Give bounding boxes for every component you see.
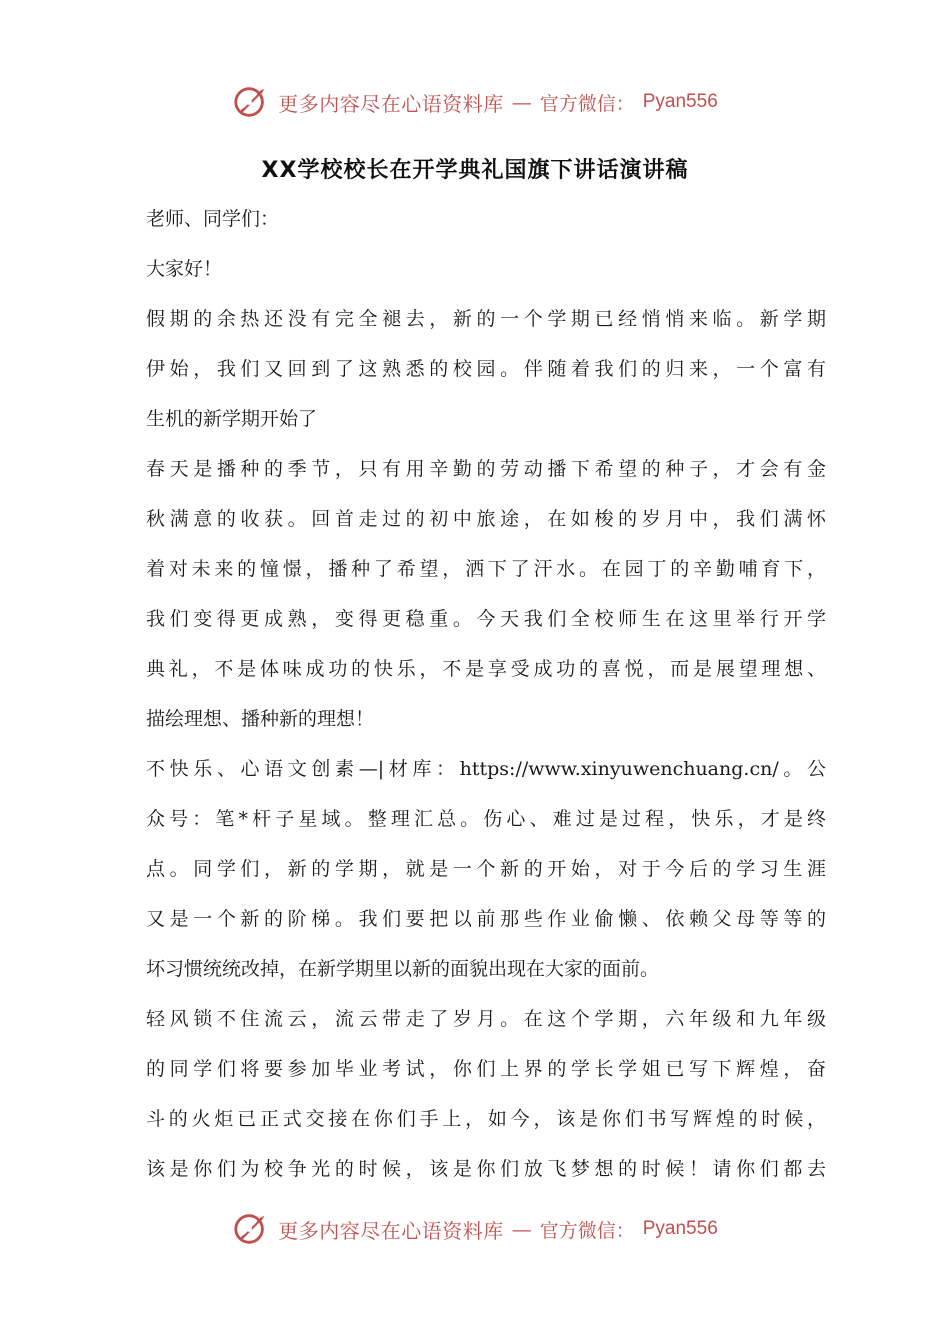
footer-banner <box>0 1207 950 1251</box>
body-line: 假期的余热还没有完全褪去，新的一个学期已经悄悄来临。新学期 <box>146 308 826 330</box>
body-line: 众号：笔*杆子星域。整理汇总。伤心、难过是过程，快乐，才是终 <box>146 808 826 830</box>
body-line: 典礼，不是体味成功的快乐，不是享受成功的喜悦，而是展望理想、 <box>146 658 826 680</box>
body-line: 春天是播种的季节，只有用辛勤的劳动播下希望的种子，才会有金 <box>146 458 826 480</box>
body-line: 描绘理想、播种新的理想！ <box>146 708 375 730</box>
banner-separator: — <box>511 90 532 114</box>
banner-title: 更多内容尽在心语资料库 <box>278 1218 504 1243</box>
body-line: 该是你们为校争光的时候，该是你们放飞梦想的时候！请你们都去 <box>146 1158 826 1180</box>
body-line: 的同学们将要参加毕业考试，你们上界的学长学姐已写下辉煌，奋 <box>146 1058 826 1080</box>
body-line: 我们变得更成熟，变得更稳重。今天我们全校师生在这里举行开学 <box>146 608 826 630</box>
body-line: 着对未来的憧憬，播种了希望，洒下了汗水。在园丁的辛勤哺育下， <box>146 558 826 580</box>
quill-pen-logo-icon <box>232 83 270 121</box>
banner-title: 更多内容尽在心语资料库 <box>278 91 504 116</box>
banner-contact-id: Pyan556 <box>642 91 718 112</box>
banner-separator: — <box>511 1217 532 1241</box>
document-body <box>146 194 826 1194</box>
banner-contact-label: 官方微信： <box>539 1219 635 1242</box>
body-line: 坏习惯统统改掉，在新学期里以新的面貌出现在大家的面前。 <box>146 958 660 980</box>
banner-contact-id: Pyan556 <box>642 1218 718 1239</box>
quill-pen-logo-icon <box>232 1210 270 1248</box>
body-line: 斗的火炬已正式交接在你们手上，如今，该是你们书写辉煌的时候， <box>146 1108 826 1130</box>
body-line: 大家好！ <box>146 258 223 280</box>
banner-contact-label: 官方微信： <box>539 92 635 115</box>
body-line: 点。同学们，新的学期，就是一个新的开始，对于今后的学习生涯 <box>146 858 826 880</box>
body-line: 又是一个新的阶梯。我们要把以前那些作业偷懒、依赖父母等等的 <box>146 908 826 930</box>
body-line: 轻风锁不住流云，流云带走了岁月。在这个学期，六年级和九年级 <box>146 1008 826 1030</box>
document-title: XX学校校长在开学典礼国旗下讲话演讲稿 <box>261 158 689 183</box>
body-line: 秋满意的收获。回首走过的初中旅途，在如梭的岁月中，我们满怀 <box>146 508 826 530</box>
body-line: 伊始，我们又回到了这熟悉的校园。伴随着我们的归来，一个富有 <box>146 358 826 380</box>
body-line: 生机的新学期开始了 <box>146 408 318 430</box>
body-line: 不快乐、心语文创素—|材库：https://www.xinyuwenchuang.cn/。公 <box>146 758 826 780</box>
header-banner <box>0 80 950 124</box>
body-line: 老师、同学们： <box>146 208 280 230</box>
